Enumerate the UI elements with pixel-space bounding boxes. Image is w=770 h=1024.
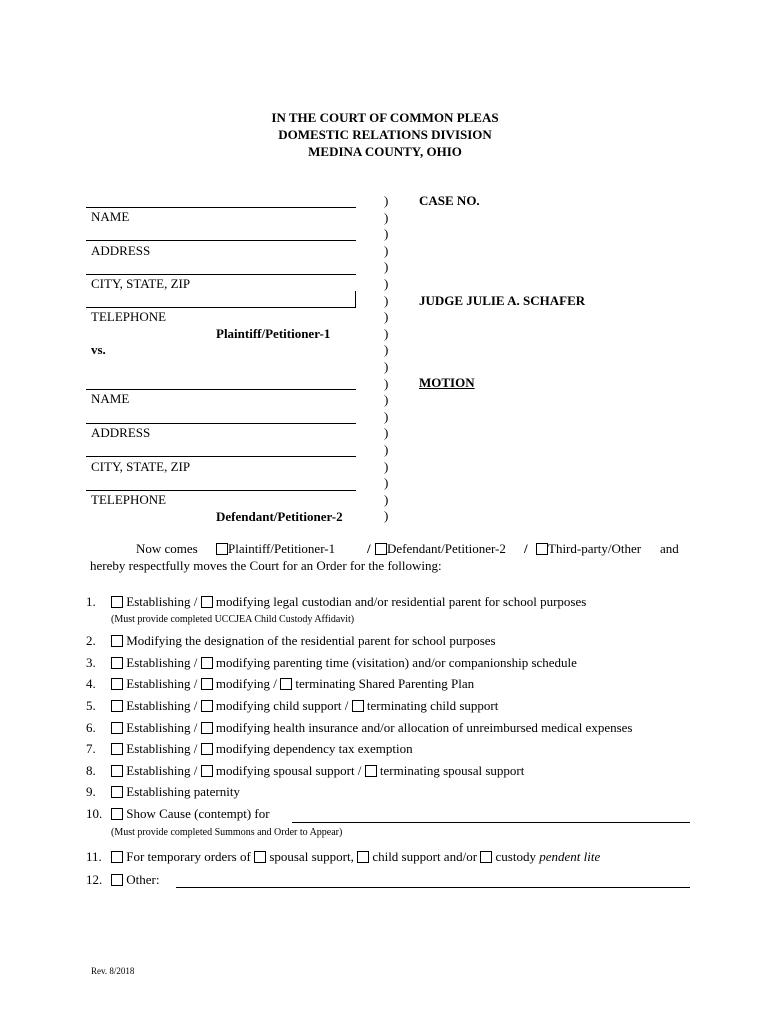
plaintiff-address-label: ADDRESS: [91, 243, 151, 258]
item-5: [111, 698, 498, 714]
court-title: IN THE COURT OF COMMON PLEAS: [271, 110, 499, 125]
item-5-text: terminating child support: [366, 698, 499, 713]
item-10: [111, 806, 270, 822]
caption-paren: ): [384, 359, 389, 374]
item-8-modifying-checkbox[interactable]: [201, 765, 213, 777]
item-4-modifying-checkbox[interactable]: [201, 678, 213, 690]
item-3-modifying-checkbox[interactable]: [201, 657, 213, 669]
item-4-terminating-checkbox[interactable]: [280, 678, 292, 690]
caption-paren: ): [384, 325, 389, 341]
item-9: [111, 784, 240, 800]
intro-now-comes: Now comes: [136, 541, 198, 556]
plaintiff-checkbox[interactable]: [216, 543, 228, 555]
item-10-text: Show Cause (contempt) for: [126, 806, 270, 821]
item-3-text: modifying parenting time (visitation) and/or companionship schedule: [215, 655, 577, 670]
item-7: [111, 741, 413, 757]
plaintiff-option-label: Plaintiff/Petitioner-1: [228, 541, 336, 556]
item-6: [111, 720, 632, 736]
item-6-number: 6.: [86, 720, 96, 735]
item-8-number: 8.: [86, 763, 96, 778]
item-8-terminating-checkbox[interactable]: [365, 765, 377, 777]
defendant-role: Defendant/Petitioner-2: [216, 509, 343, 524]
plaintiff-role: Plaintiff/Petitioner-1: [216, 326, 331, 341]
intro-option-plaintiff[interactable]: [216, 541, 335, 557]
intro-and: and: [660, 541, 679, 556]
judge-name: JUDGE JULIE A. SCHAFER: [419, 293, 586, 308]
caption-paren: ): [384, 226, 389, 242]
plaintiff-telephone-line[interactable]: [86, 307, 356, 308]
item-4: [111, 676, 474, 692]
defendant-address-label: ADDRESS: [91, 425, 151, 440]
item-10-checkbox[interactable]: [111, 808, 123, 820]
defendant-city-line[interactable]: [86, 456, 356, 457]
caption-paren: ): [384, 408, 389, 424]
show-cause-input-line[interactable]: [292, 822, 690, 823]
item-11-text-d: custody: [495, 849, 536, 864]
item-7-establishing-label: Establishing /: [126, 741, 198, 756]
caption-paren: ): [384, 259, 389, 275]
item-5-number: 5.: [86, 698, 96, 713]
item-10-note: (Must provide completed Summons and Order to Appear): [111, 827, 343, 838]
caption-paren: ): [384, 292, 389, 308]
plaintiff-city-line[interactable]: [86, 274, 356, 275]
item-4-establishing-checkbox[interactable]: [111, 678, 123, 690]
item-11-spousal-checkbox[interactable]: [254, 851, 266, 863]
item-1-establishing-label: Establishing /: [126, 594, 198, 609]
third-party-checkbox[interactable]: [536, 543, 548, 555]
third-party-option-label: Third-party/Other: [548, 541, 642, 556]
item-5-establishing-checkbox[interactable]: [111, 700, 123, 712]
defendant-checkbox[interactable]: [375, 543, 387, 555]
defendant-option-label: Defendant/Petitioner-2: [387, 541, 506, 556]
plaintiff-city-label: CITY, STATE, ZIP: [91, 276, 191, 291]
text-cursor-mark: [355, 291, 356, 307]
item-8-establishing-label: Establishing /: [126, 763, 198, 778]
item-10-number: 10.: [86, 806, 103, 821]
caption-paren: ): [384, 475, 389, 491]
item-11-custody-checkbox[interactable]: [480, 851, 492, 863]
item-4-establishing-label: Establishing /: [126, 676, 198, 691]
item-4-text: terminating Shared Parenting Plan: [295, 676, 475, 691]
item-8-establishing-checkbox[interactable]: [111, 765, 123, 777]
item-11: [111, 849, 600, 865]
item-1-modifying-checkbox[interactable]: [201, 596, 213, 608]
defendant-telephone-label: TELEPHONE: [91, 492, 167, 507]
item-11-text-c: child support and/or: [372, 849, 478, 864]
item-12-checkbox[interactable]: [111, 874, 123, 886]
item-8-text: terminating spousal support: [379, 763, 525, 778]
motion-title: MOTION: [419, 375, 475, 390]
item-6-modifying-checkbox[interactable]: [201, 722, 213, 734]
plaintiff-telephone-label: TELEPHONE: [91, 309, 167, 324]
caption-paren: ): [384, 193, 389, 208]
caption-paren: ): [384, 508, 389, 524]
item-1-note: (Must provide completed UCCJEA Child Custody Affidavit): [111, 614, 355, 625]
caption-paren: ): [384, 309, 389, 325]
intro-line-2: hereby respectfully moves the Court for an Order for the following:: [90, 558, 442, 573]
item-5-modifying-checkbox[interactable]: [201, 700, 213, 712]
caption-paren: ): [384, 209, 389, 225]
intro-separator-2: /: [524, 541, 528, 556]
item-7-number: 7.: [86, 741, 96, 756]
county-title: MEDINA COUNTY, OHIO: [308, 144, 462, 159]
caption-paren: ): [384, 392, 389, 408]
item-3-establishing-checkbox[interactable]: [111, 657, 123, 669]
item-5-terminating-checkbox[interactable]: [352, 700, 364, 712]
item-7-text: modifying dependency tax exemption: [215, 741, 413, 756]
item-12: [111, 872, 159, 888]
item-11-checkbox[interactable]: [111, 851, 123, 863]
item-6-establishing-label: Establishing /: [126, 720, 198, 735]
defendant-telephone-line[interactable]: [86, 490, 356, 491]
item-8-modifying-label: modifying spousal support /: [215, 763, 362, 778]
defendant-name-line[interactable]: [86, 389, 356, 390]
item-4-modifying-label: modifying /: [215, 676, 277, 691]
item-9-checkbox[interactable]: [111, 786, 123, 798]
item-11-text-b: spousal support,: [269, 849, 354, 864]
item-1: [111, 594, 586, 610]
defendant-city-label: CITY, STATE, ZIP: [91, 459, 191, 474]
item-11-number: 11.: [86, 849, 102, 864]
other-input-line[interactable]: [176, 887, 690, 888]
plaintiff-address-line[interactable]: [86, 240, 356, 241]
plaintiff-name-line[interactable]: [86, 207, 356, 208]
item-1-number: 1.: [86, 594, 96, 609]
item-1-text: modifying legal custodian and/or residential parent for school purposes: [215, 594, 587, 609]
item-11-text-e: pendent lite: [539, 849, 601, 864]
item-1-establishing-checkbox[interactable]: [111, 596, 123, 608]
division-title: DOMESTIC RELATIONS DIVISION: [278, 127, 492, 142]
defendant-address-line[interactable]: [86, 423, 356, 424]
versus-label: vs.: [91, 342, 106, 357]
item-5-establishing-label: Establishing /: [126, 698, 198, 713]
intro-option-third-party[interactable]: [536, 541, 641, 557]
intro-option-defendant[interactable]: [375, 541, 506, 557]
item-7-establishing-checkbox[interactable]: [111, 743, 123, 755]
plaintiff-name-label: NAME: [91, 209, 130, 224]
item-8: [111, 763, 524, 779]
item-11-child-support-checkbox[interactable]: [357, 851, 369, 863]
item-12-text: Other:: [126, 872, 160, 887]
defendant-name-label: NAME: [91, 391, 130, 406]
caption-paren: ): [384, 442, 389, 457]
item-11-text-a: For temporary orders of: [126, 849, 251, 864]
item-4-number: 4.: [86, 676, 96, 691]
item-2: [111, 633, 496, 649]
item-5-modifying-label: modifying child support /: [215, 698, 349, 713]
item-7-modifying-checkbox[interactable]: [201, 743, 213, 755]
caption-paren: ): [384, 491, 389, 507]
caption-paren: ): [384, 342, 389, 358]
item-3-number: 3.: [86, 655, 96, 670]
caption-paren: ): [384, 242, 389, 258]
intro-separator-1: /: [367, 541, 371, 556]
item-3: [111, 655, 577, 671]
item-2-checkbox[interactable]: [111, 635, 123, 647]
caption-paren: ): [384, 375, 389, 391]
caption-paren: ): [384, 425, 389, 441]
item-9-number: 9.: [86, 784, 96, 799]
item-9-text: Establishing paternity: [126, 784, 240, 799]
item-12-number: 12.: [86, 872, 103, 887]
caption-paren: ): [384, 276, 389, 291]
item-3-establishing-label: Establishing /: [126, 655, 198, 670]
caption-paren: ): [384, 458, 389, 474]
item-2-text: Modifying the designation of the residential parent for school purposes: [126, 633, 496, 648]
revision-date: Rev. 8/2018: [91, 966, 135, 976]
item-6-text: modifying health insurance and/or allocation of unreimbursed medical expenses: [215, 720, 633, 735]
case-number-label: CASE NO.: [419, 193, 480, 208]
item-6-establishing-checkbox[interactable]: [111, 722, 123, 734]
item-2-number: 2.: [86, 633, 96, 648]
